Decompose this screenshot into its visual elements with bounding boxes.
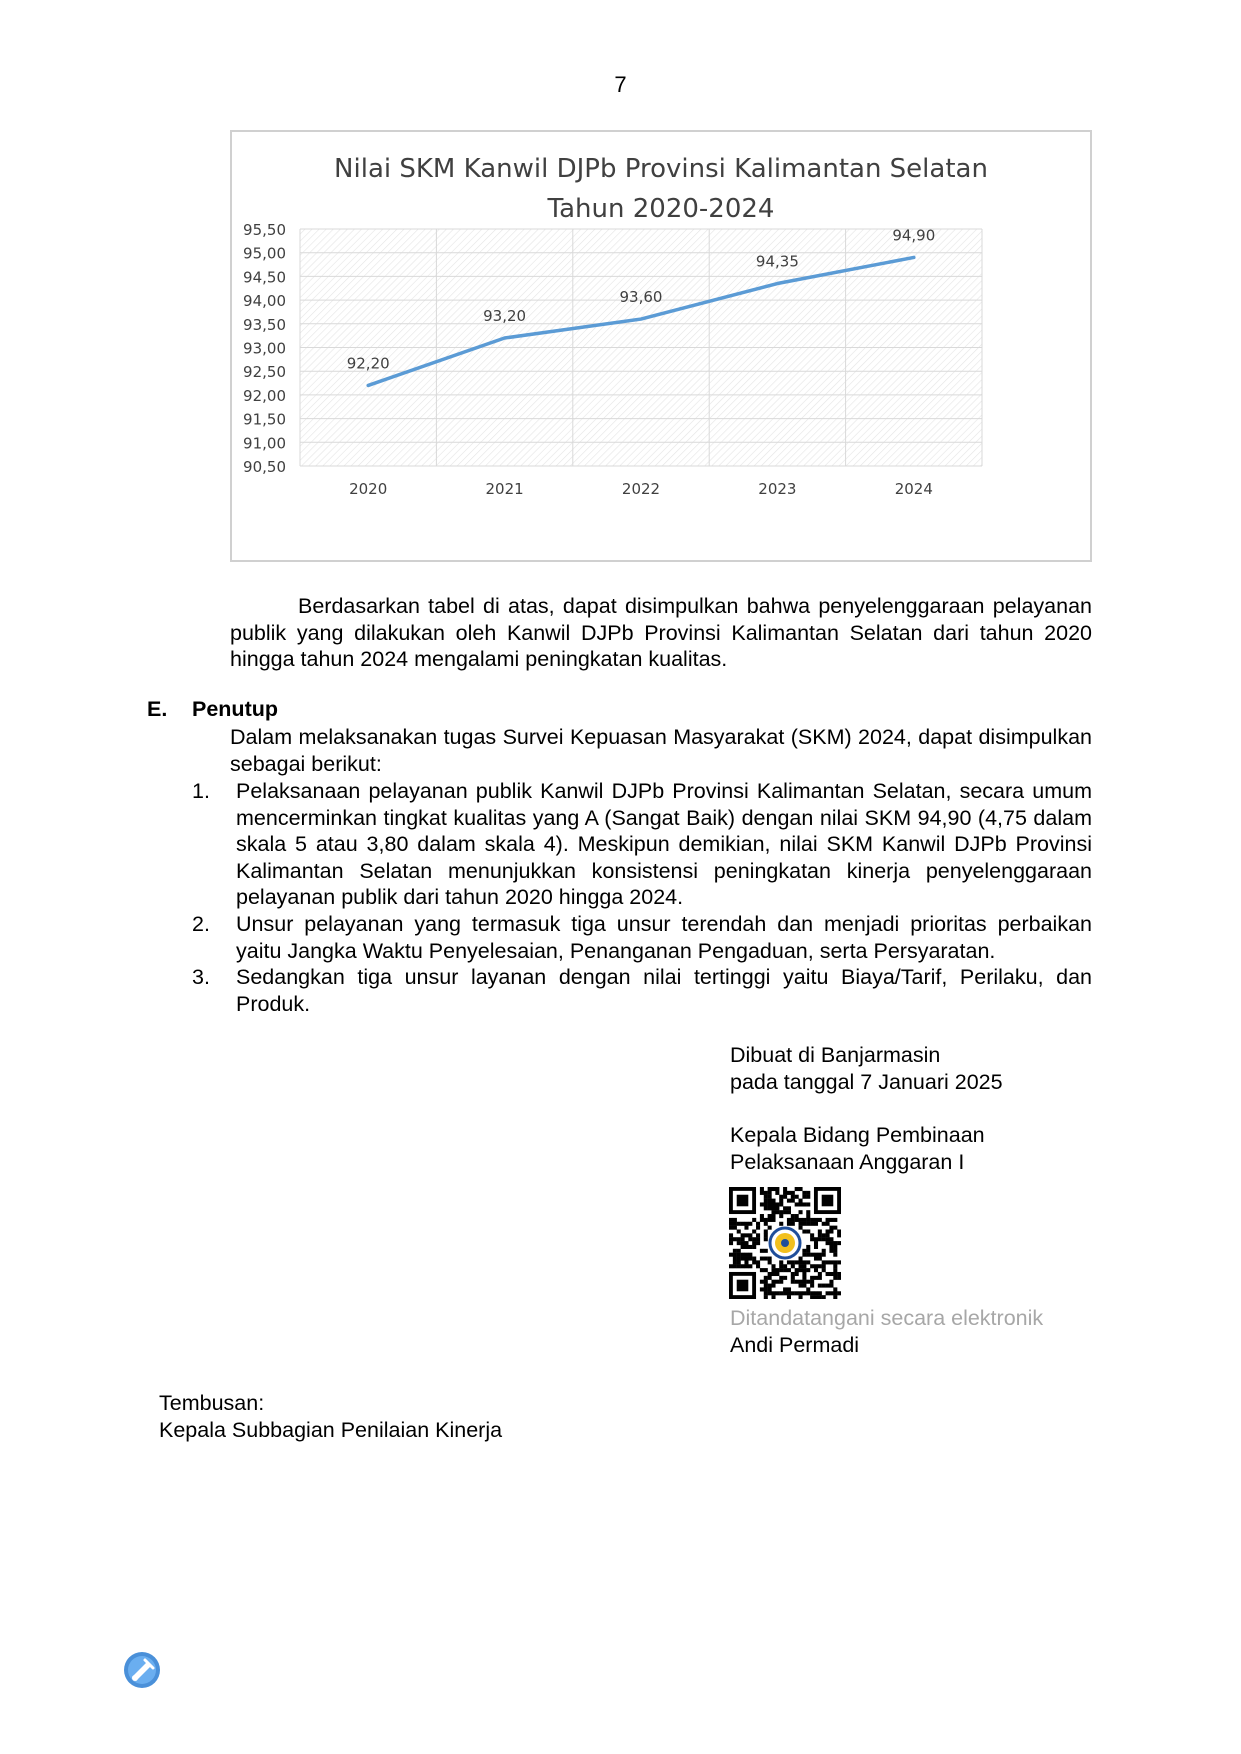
y-tick-label: 92,50 — [243, 363, 286, 382]
list-item-number: 3. — [192, 965, 210, 989]
chart-canvas — [232, 132, 1090, 560]
chart-title: Nilai SKM Kanwil DJPb Provinsi Kalimantan Selatan — [334, 154, 988, 184]
y-tick-label: 93,50 — [243, 315, 286, 334]
x-tick-label: 2023 — [758, 480, 797, 498]
x-tick-label: 2022 — [621, 480, 661, 498]
signer-name: Andi Permadi — [730, 1333, 860, 1357]
x-tick-label: 2020 — [349, 480, 388, 498]
signature-place: Dibuat di Banjarmasin — [730, 1043, 941, 1067]
y-tick-label: 94,50 — [243, 268, 286, 287]
section-intro: Dalam melaksanakan tugas Survei Kepuasan Masyarakat (SKM) 2024, dapat disimpulkan sebagai berikut: — [230, 725, 1092, 776]
data-label: 94,35 — [755, 252, 799, 271]
section-title: Penutup — [192, 697, 278, 721]
data-label: 93,20 — [483, 307, 527, 326]
chart-subtitle: Tahun 2020-2024 — [547, 194, 775, 224]
signature-position-2: Pelaksanaan Anggaran I — [730, 1150, 965, 1174]
y-tick-label: 95,50 — [243, 221, 286, 239]
qr-code-icon — [729, 1187, 841, 1299]
y-tick-label: 91,00 — [243, 434, 286, 453]
list-item-number: 2. — [192, 912, 210, 936]
signature-date: pada tanggal 7 Januari 2025 — [730, 1070, 1003, 1094]
x-tick-label: 2021 — [485, 480, 524, 498]
list-item: Sedangkan tiga unsur layanan dengan nilai tertinggi yaitu Biaya/Tarif, Perilaku, dan Produk. — [236, 965, 1092, 1016]
list-item: Pelaksanaan pelayanan publik Kanwil DJPb Provinsi Kalimantan Selatan, secara umum mencerminkan tingkat kualitas yang A (Sangat Baik) dengan nilai SKM 94,90 (4,75 dalam skala 5 atau 3,80 dalam skala 4). Meskipun demikian, nilai SKM Kanwil DJPb Provinsi Kalimantan Selatan menunjukkan konsistensi peningkatan kinerja penyelenggaraan pelayanan publik dari tahun 2020 hingga 2024. — [236, 779, 1092, 909]
cc-recipient: Kepala Subbagian Penilaian Kinerja — [159, 1418, 503, 1442]
list-item-number: 1. — [192, 779, 210, 803]
line-chart — [230, 130, 1092, 562]
y-tick-label: 92,00 — [243, 386, 286, 405]
cc-label: Tembusan: — [159, 1391, 265, 1415]
data-label: 92,20 — [346, 354, 390, 373]
signature-position-1: Kepala Bidang Pembinaan — [730, 1123, 985, 1147]
y-tick-label: 93,00 — [243, 339, 286, 358]
y-tick-label: 90,50 — [243, 458, 286, 476]
data-label: 93,60 — [619, 288, 663, 307]
conclusion-paragraph: Berdasarkan tabel di atas, dapat disimpulkan bahwa penyelenggaraan pelayanan publik yang dilakukan oleh Kanwil DJPb Provinsi Kalimantan Selatan dari tahun 2020 hingga tahun 2024 mengalami peningkatan kualitas. — [230, 594, 1092, 671]
section-letter: E. — [147, 697, 168, 721]
x-tick-label: 2024 — [894, 480, 933, 498]
data-label: 94,90 — [892, 226, 936, 245]
y-tick-label: 91,50 — [243, 410, 286, 429]
y-tick-label: 94,00 — [243, 292, 286, 311]
page-number: 7 — [614, 72, 627, 97]
y-tick-label: 95,00 — [243, 244, 286, 263]
list-item: Unsur pelayanan yang termasuk tiga unsur terendah dan menjadi prioritas perbaikan yaitu Jangka Waktu Penyelesaian, Penanganan Pengaduan, serta Persyaratan. — [236, 912, 1092, 963]
e-sign-note: Ditandatangani secara elektronik — [730, 1306, 1044, 1330]
bsre-logo-icon — [123, 1651, 161, 1689]
